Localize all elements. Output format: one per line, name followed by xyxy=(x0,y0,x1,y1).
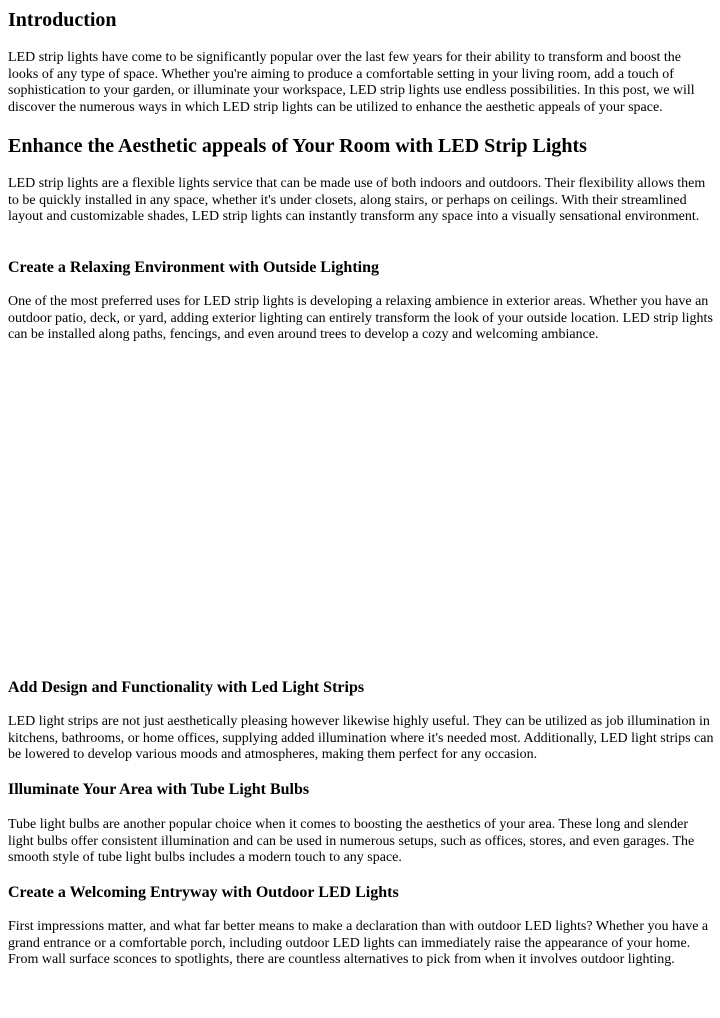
image-placeholder xyxy=(8,370,714,670)
intro-heading: Introduction xyxy=(8,9,117,31)
entry-heading: Create a Welcoming Entryway with Outdoor LED Lights xyxy=(8,884,399,901)
relax-paragraph: One of the most preferred uses for LED strip lights is developing a relaxing ambience in exterior areas. Whether you have an outdoor patio, deck, or yard, adding exterior lighting can entirely transform the look of your outside location. LED strip lights can be installed along paths, fencings, and even around trees to develop a cozy and welcoming ambiance. xyxy=(8,294,713,343)
tube-heading: Illuminate Your Area with Tube Light Bulbs xyxy=(8,781,310,798)
enhance-heading: Enhance the Aesthetic appeals of Your Room with LED Strip Lights xyxy=(8,135,587,157)
design-paragraph: LED light strips are not just aesthetically pleasing however likewise highly useful. They can be utilized as job illumination in kitchens, bathrooms, or home offices, supplying added illumination where it's needed most. Additionally, LED light strips can be lowered to develop various moods and atmospheres, making them perfect for any occasion. xyxy=(8,714,714,763)
tube-paragraph: Tube light bulbs are another popular choice when it comes to boosting the aesthetics of your area. These long and slender light bulbs offer consistent illumination and can be used in numerous setups, such as offices, stores, and even garages. The smooth style of tube light bulbs includes a modern touch to any space. xyxy=(8,817,695,866)
design-heading: Add Design and Functionality with Led Light Strips xyxy=(8,679,365,696)
entry-paragraph: First impressions matter, and what far better means to make a declaration than with outdoor LED lights? Whether you have a grand entrance or a comfortable porch, including outdoor LED lights can immediately raise the appearance of your home. From wall surface sconces to spotlights, there are countless alternatives to pick from when it involves outdoor lighting. xyxy=(8,919,709,968)
enhance-paragraph: LED strip lights are a flexible lights service that can be made use of both indoors and outdoors. Their flexibility allows them to be quickly installed in any space, whether it's under closets, along stairs, or perhaps on ceilings. With their streamlined layout and customizable shades, LED strip lights can instantly transform any space into a visually sensational environment. xyxy=(8,176,706,225)
intro-paragraph: LED strip lights have come to be significantly popular over the last few years for their ability to transform and boost the looks of any type of space. Whether you're aiming to produce a comfortable setting in your living room, add a touch of sophistication to your garden, or illuminate your workspace, LED strip lights use endless possibilities. In this post, we will discover the numerous ways in which LED strip lights can be utilized to enhance the aesthetic appeals of your space. xyxy=(8,50,695,115)
relax-heading: Create a Relaxing Environment with Outside Lighting xyxy=(8,259,379,276)
